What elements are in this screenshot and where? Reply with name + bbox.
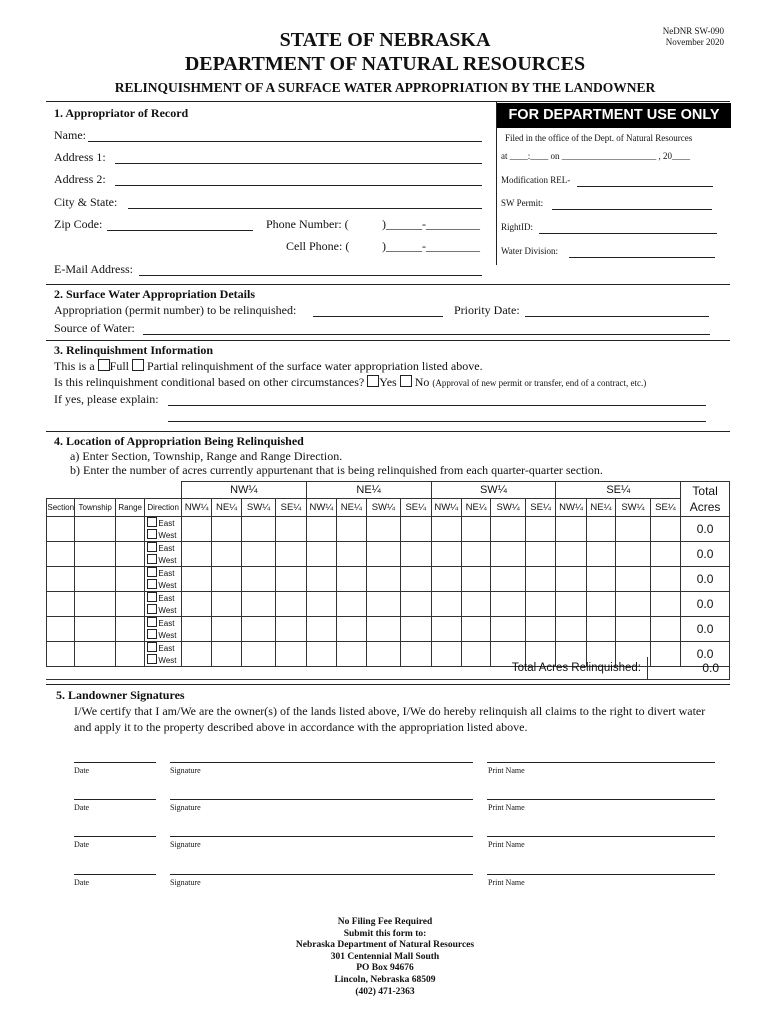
acres-cell[interactable] — [525, 617, 555, 642]
acres-cell[interactable] — [616, 617, 650, 642]
acres-cell[interactable] — [212, 567, 241, 592]
yes-checkbox[interactable] — [367, 375, 379, 387]
col-direction: Direction — [145, 499, 182, 517]
acres-cell[interactable] — [616, 592, 650, 617]
range-cell[interactable] — [115, 617, 144, 642]
form-subtitle: RELINQUISHMENT OF A SURFACE WATER APPROPRIATION BY THE LANDOWNER — [114, 80, 656, 95]
quarter-sw: SW¼ — [431, 482, 556, 499]
section-cell[interactable] — [47, 542, 75, 567]
acres-cell[interactable] — [306, 592, 336, 617]
acres-cell[interactable] — [586, 617, 615, 642]
acres-cell[interactable] — [306, 567, 336, 592]
acres-cell[interactable] — [616, 517, 650, 542]
quarter-se: SE¼ — [556, 482, 681, 499]
acres-cell[interactable] — [586, 542, 615, 567]
direction-cell — [145, 542, 182, 567]
acres-cell[interactable] — [431, 592, 461, 617]
relinquishment-type-row — [54, 359, 483, 374]
row-total: 0.0 — [681, 592, 730, 617]
sub-nw: NW¼ — [431, 499, 461, 517]
email-label: E-Mail Address: — [54, 262, 133, 276]
acres-cell[interactable] — [241, 542, 275, 567]
sw-permit-field — [552, 209, 712, 210]
acres-cell[interactable] — [276, 567, 306, 592]
filed-text: Filed in the office of the Dept. of Natural Resources — [505, 133, 693, 143]
email-field[interactable] — [139, 275, 482, 276]
township-cell[interactable] — [75, 567, 116, 592]
east-checkbox[interactable] — [147, 592, 157, 602]
acres-cell[interactable] — [586, 592, 615, 617]
section-cell[interactable] — [47, 517, 75, 542]
acres-cell[interactable] — [525, 567, 555, 592]
acres-cell[interactable] — [491, 542, 525, 567]
total-acres-header — [681, 482, 730, 517]
acres-cell[interactable] — [461, 567, 490, 592]
city-state-label: City & State: — [54, 195, 118, 209]
print-name-label: Print Name — [488, 878, 525, 887]
name-label: Name: — [54, 128, 86, 142]
source-field[interactable] — [143, 334, 710, 335]
footer-city: Lincoln, Nebraska 68509 — [334, 974, 436, 985]
total-relinquished-value[interactable]: 0.0 — [648, 657, 730, 679]
east-label: East — [158, 644, 175, 653]
west-checkbox[interactable] — [147, 554, 157, 564]
city-state-field[interactable] — [128, 208, 482, 209]
township-cell[interactable] — [75, 617, 116, 642]
total-acres-row — [46, 657, 730, 680]
title-block — [100, 28, 670, 76]
sub-sw: SW¼ — [366, 499, 400, 517]
acres-cell[interactable] — [650, 592, 680, 617]
west-label: West — [158, 531, 177, 540]
range-cell[interactable] — [115, 517, 144, 542]
date-field[interactable] — [74, 874, 156, 875]
section-cell[interactable] — [47, 617, 75, 642]
date-field[interactable] — [74, 762, 156, 763]
filed-at-text: at ____:____ on _____________________ , 20____ — [501, 151, 690, 161]
row-total: 0.0 — [681, 567, 730, 592]
acres-cell[interactable] — [276, 517, 306, 542]
water-division-label: Water Division: — [501, 246, 559, 256]
section-cell[interactable] — [47, 567, 75, 592]
total-label: Total — [692, 484, 718, 498]
acres-cell[interactable] — [181, 592, 211, 617]
location-table — [46, 481, 730, 667]
title-state: STATE OF NEBRASKA — [279, 29, 491, 51]
range-cell[interactable] — [115, 542, 144, 567]
acres-cell[interactable] — [650, 567, 680, 592]
cell-label: Cell Phone: ( — [286, 239, 350, 253]
partial-checkbox[interactable] — [132, 359, 144, 371]
acres-cell[interactable] — [491, 517, 525, 542]
acres-cell[interactable] — [181, 517, 211, 542]
table-row — [47, 592, 730, 617]
acres-cell[interactable] — [491, 567, 525, 592]
water-division-field — [569, 257, 715, 258]
east-label: East — [158, 569, 175, 578]
quarter-ne: NE¼ — [306, 482, 431, 499]
acres-cell[interactable] — [431, 517, 461, 542]
sub-nw: NW¼ — [181, 499, 211, 517]
department-use-heading: FOR DEPARTMENT USE ONLY — [497, 103, 731, 128]
date-field[interactable] — [74, 836, 156, 837]
sub-ne: NE¼ — [461, 499, 490, 517]
section1-heading: 1. Appropriator of Record — [54, 106, 189, 120]
table-row — [47, 617, 730, 642]
sub-ne: NE¼ — [212, 499, 241, 517]
acres-cell[interactable] — [181, 617, 211, 642]
date-label: Date — [74, 803, 90, 812]
form-date: November 2020 — [665, 37, 724, 47]
acres-cell[interactable] — [461, 617, 490, 642]
name-field[interactable] — [88, 141, 482, 142]
row-total: 0.0 — [681, 542, 730, 567]
zip-label: Zip Code: — [54, 217, 103, 231]
acres-label: Acres — [689, 500, 721, 514]
explain-label: If yes, please explain: — [54, 392, 159, 406]
acres-cell[interactable] — [556, 542, 586, 567]
table-row — [47, 517, 730, 542]
conditional-row — [54, 375, 646, 390]
sub-se: SE¼ — [276, 499, 306, 517]
acres-cell[interactable] — [556, 617, 586, 642]
acres-cell[interactable] — [366, 617, 400, 642]
footer-block — [200, 917, 570, 998]
section-cell[interactable] — [47, 592, 75, 617]
acres-cell[interactable] — [181, 542, 211, 567]
department-use-box — [496, 102, 731, 265]
acres-cell[interactable] — [212, 517, 241, 542]
date-label: Date — [74, 878, 90, 887]
priority-label: Priority Date: — [454, 303, 520, 317]
print-name-field[interactable] — [487, 799, 715, 800]
west-checkbox[interactable] — [147, 629, 157, 639]
source-label: Source of Water: — [54, 321, 135, 335]
acres-cell[interactable] — [241, 517, 275, 542]
acres-cell[interactable] — [401, 542, 431, 567]
acres-cell[interactable] — [306, 542, 336, 567]
acres-cell[interactable] — [556, 517, 586, 542]
acres-cell[interactable] — [401, 567, 431, 592]
acres-cell[interactable] — [491, 592, 525, 617]
row-total: 0.0 — [681, 517, 730, 542]
date-label: Date — [74, 840, 90, 849]
acres-cell[interactable] — [556, 592, 586, 617]
address2-label: Address 2: — [54, 172, 106, 186]
title-department: DEPARTMENT OF NATURAL RESOURCES — [184, 53, 586, 75]
direction-cell — [145, 592, 182, 617]
signature-label: Signature — [170, 803, 201, 812]
acres-cell[interactable] — [650, 542, 680, 567]
print-name-label: Print Name — [488, 803, 525, 812]
acres-cell[interactable] — [366, 567, 400, 592]
yes-label: Yes — [379, 375, 397, 389]
signature-field[interactable] — [170, 799, 473, 800]
date-label: Date — [74, 766, 90, 775]
no-checkbox[interactable] — [400, 375, 412, 387]
acres-cell[interactable] — [525, 517, 555, 542]
divider — [46, 284, 730, 285]
sub-se: SE¼ — [401, 499, 431, 517]
sub-ne: NE¼ — [337, 499, 366, 517]
acres-cell[interactable] — [431, 567, 461, 592]
west-label: West — [158, 606, 177, 615]
appropriation-label: Appropriation (permit number) to be relinquished: — [54, 303, 297, 317]
section3-heading: 3. Relinquishment Information — [54, 343, 214, 357]
acres-cell[interactable] — [337, 592, 366, 617]
acres-cell[interactable] — [461, 542, 490, 567]
acres-cell[interactable] — [650, 617, 680, 642]
table-row — [47, 567, 730, 592]
acres-cell[interactable] — [586, 567, 615, 592]
sub-nw: NW¼ — [556, 499, 586, 517]
acres-cell[interactable] — [461, 592, 490, 617]
sub-sw: SW¼ — [616, 499, 650, 517]
print-name-field[interactable] — [487, 836, 715, 837]
sub-se: SE¼ — [525, 499, 555, 517]
acres-cell[interactable] — [212, 542, 241, 567]
col-township: Township — [75, 499, 116, 517]
sub-sw: SW¼ — [241, 499, 275, 517]
divider — [46, 684, 730, 685]
signature-label: Signature — [170, 840, 201, 849]
right-id-label: RightID: — [501, 222, 534, 232]
east-label: East — [158, 519, 175, 528]
west-checkbox[interactable] — [147, 579, 157, 589]
row-total: 0.0 — [681, 642, 730, 667]
township-cell[interactable] — [75, 592, 116, 617]
no-fee: No Filing Fee Required — [337, 917, 433, 927]
acres-cell[interactable] — [241, 567, 275, 592]
phone-field[interactable]: )______-_________ — [382, 217, 480, 231]
sub-sw: SW¼ — [491, 499, 525, 517]
acres-cell[interactable] — [616, 567, 650, 592]
print-name-field[interactable] — [487, 762, 715, 763]
range-cell[interactable] — [115, 567, 144, 592]
zip-field[interactable] — [107, 230, 253, 231]
section2-heading: 2. Surface Water Appropriation Details — [54, 287, 255, 301]
signature-field[interactable] — [170, 836, 473, 837]
cell-field[interactable]: )______-_________ — [382, 239, 480, 253]
direction-cell — [145, 567, 182, 592]
explain-field-2[interactable] — [168, 421, 706, 422]
acres-cell[interactable] — [525, 542, 555, 567]
west-label: West — [158, 656, 177, 665]
signature-field[interactable] — [170, 762, 473, 763]
township-cell[interactable] — [75, 517, 116, 542]
east-checkbox[interactable] — [147, 617, 157, 627]
form-id-block — [663, 26, 724, 48]
acres-cell[interactable] — [491, 617, 525, 642]
west-label: West — [158, 631, 177, 640]
section4-heading: 4. Location of Appropriation Being Relinquished — [54, 434, 304, 448]
signature-label: Signature — [170, 878, 201, 887]
this-is-a-label: This is a — [54, 359, 95, 373]
east-checkbox[interactable] — [147, 517, 157, 527]
divider — [46, 431, 730, 432]
acres-cell[interactable] — [525, 592, 555, 617]
partial-label: Partial relinquishment of the surface water appropriation listed above. — [147, 359, 483, 373]
modification-label: Modification REL- — [501, 175, 571, 185]
appropriation-field[interactable] — [313, 316, 443, 317]
sw-permit-label: SW Permit: — [501, 198, 544, 208]
acres-cell[interactable] — [306, 617, 336, 642]
sub-se: SE¼ — [650, 499, 680, 517]
acres-cell[interactable] — [650, 517, 680, 542]
acres-cell[interactable] — [586, 517, 615, 542]
certify-text: I/We certify that I am/We are the owner(s) of the lands listed above, I/We do hereby relinquish all claims to the right to divert water and apply it to the property described above in accordance with the appropriation listed above. — [74, 704, 706, 734]
col-section: Section — [47, 499, 75, 517]
print-name-field[interactable] — [487, 874, 715, 875]
acres-cell[interactable] — [276, 592, 306, 617]
acres-cell[interactable] — [401, 617, 431, 642]
no-label: No — [414, 375, 430, 389]
acres-cell[interactable] — [366, 517, 400, 542]
col-range: Range — [115, 499, 144, 517]
range-cell[interactable] — [115, 592, 144, 617]
acres-cell[interactable] — [181, 567, 211, 592]
explain-field-1[interactable] — [168, 405, 706, 406]
west-checkbox[interactable] — [147, 529, 157, 539]
phone-label: Phone Number: ( — [266, 217, 349, 231]
acres-cell[interactable] — [556, 567, 586, 592]
conditional-question: Is this relinquishment conditional based on other circumstances? — [54, 375, 365, 389]
footer-department: Nebraska Department of Natural Resources — [295, 940, 475, 951]
west-label: West — [158, 556, 177, 565]
submit-to: Submit this form to: — [343, 928, 427, 939]
no-note: (Approval of new permit or transfer, end of a contract, etc.) — [432, 378, 647, 388]
total-relinquished-label: Total Acres Relinquished: — [46, 657, 648, 679]
signature-label: Signature — [170, 766, 201, 775]
east-checkbox[interactable] — [147, 542, 157, 552]
acres-cell[interactable] — [366, 592, 400, 617]
quarter-nw: NW¼ — [181, 482, 306, 499]
acres-cell[interactable] — [461, 517, 490, 542]
modification-field — [577, 186, 713, 187]
address1-field[interactable] — [115, 163, 482, 164]
direction-cell — [145, 617, 182, 642]
quarter-header-row — [47, 482, 730, 499]
acres-cell[interactable] — [306, 517, 336, 542]
acres-cell[interactable] — [241, 592, 275, 617]
acres-cell[interactable] — [276, 617, 306, 642]
acres-cell[interactable] — [337, 567, 366, 592]
address1-label: Address 1: — [54, 150, 106, 164]
signature-field[interactable] — [170, 874, 473, 875]
acres-cell[interactable] — [337, 617, 366, 642]
print-name-label: Print Name — [488, 766, 525, 775]
footer-street: 301 Centennial Mall South — [330, 951, 440, 962]
east-label: East — [158, 619, 175, 628]
address2-field[interactable] — [115, 185, 482, 186]
footer-po-box: PO Box 94676 — [356, 963, 414, 974]
acres-cell[interactable] — [241, 617, 275, 642]
instruction-a: a) Enter Section, Township, Range and Range Direction. — [70, 449, 343, 463]
acres-cell[interactable] — [212, 592, 241, 617]
table-row — [47, 542, 730, 567]
acres-cell[interactable] — [431, 542, 461, 567]
column-header-row — [47, 499, 730, 517]
acres-cell[interactable] — [401, 592, 431, 617]
sub-ne: NE¼ — [586, 499, 615, 517]
row-total: 0.0 — [681, 617, 730, 642]
full-label: Full — [109, 359, 130, 373]
location-rows — [47, 517, 730, 667]
acres-cell[interactable] — [276, 542, 306, 567]
acres-cell[interactable] — [401, 517, 431, 542]
acres-cell[interactable] — [616, 542, 650, 567]
blank-header — [47, 482, 182, 499]
west-checkbox[interactable] — [147, 604, 157, 614]
print-name-label: Print Name — [488, 840, 525, 849]
form-id: NeDNR SW-090 — [662, 26, 724, 36]
east-label: East — [158, 594, 175, 603]
acres-cell[interactable] — [212, 617, 241, 642]
west-label: West — [158, 581, 177, 590]
east-label: East — [158, 544, 175, 553]
sub-nw: NW¼ — [306, 499, 336, 517]
township-cell[interactable] — [75, 542, 116, 567]
acres-cell[interactable] — [337, 542, 366, 567]
east-checkbox[interactable] — [147, 567, 157, 577]
section5-heading: 5. Landowner Signatures — [56, 688, 185, 702]
footer-phone: (402) 471-2363 — [355, 986, 415, 997]
right-id-field — [539, 233, 717, 234]
acres-cell[interactable] — [431, 617, 461, 642]
full-checkbox[interactable] — [98, 359, 110, 371]
divider — [46, 340, 730, 341]
priority-field[interactable] — [525, 316, 709, 317]
instruction-b: b) Enter the number of acres currently appurtenant that is being relinquished from each quarter-quarter section. — [70, 463, 603, 477]
date-field[interactable] — [74, 799, 156, 800]
direction-cell — [145, 517, 182, 542]
acres-cell[interactable] — [337, 517, 366, 542]
east-checkbox[interactable] — [147, 642, 157, 652]
acres-cell[interactable] — [366, 542, 400, 567]
